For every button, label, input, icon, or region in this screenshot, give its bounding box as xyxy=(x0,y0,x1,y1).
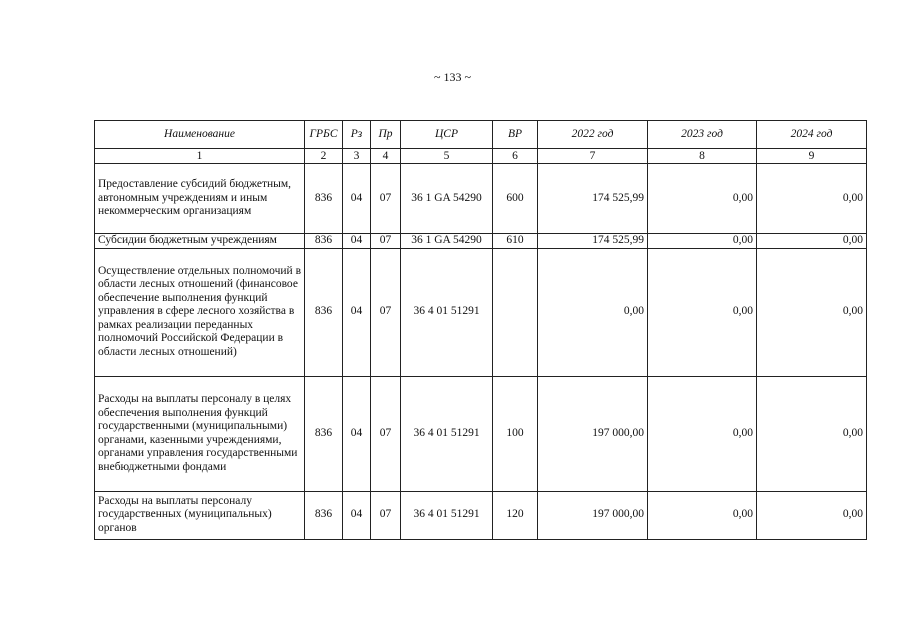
row-csr: 36 1 GA 54290 xyxy=(401,234,493,249)
header-csr: ЦСР xyxy=(401,121,493,149)
header-rz: Рз xyxy=(343,121,371,149)
table-row xyxy=(95,248,867,376)
page-number: ~ 133 ~ xyxy=(434,70,471,84)
table-row xyxy=(95,491,867,539)
row-2024: 0,00 xyxy=(757,376,867,491)
row-rz: 04 xyxy=(343,376,371,491)
row-2022: 197 000,00 xyxy=(538,376,648,491)
row-name: Субсидии бюджетным учреждениям xyxy=(95,234,305,249)
row-vr: 100 xyxy=(493,376,538,491)
row-rz: 04 xyxy=(343,491,371,539)
column-number: 8 xyxy=(648,149,757,164)
header-grbs: ГРБС xyxy=(305,121,343,149)
row-vr: 600 xyxy=(493,164,538,234)
column-number-row xyxy=(95,149,867,164)
row-2023: 0,00 xyxy=(648,164,757,234)
row-grbs: 836 xyxy=(305,164,343,234)
row-2024: 0,00 xyxy=(757,164,867,234)
row-csr: 36 4 01 51291 xyxy=(401,491,493,539)
row-2023: 0,00 xyxy=(648,376,757,491)
row-csr: 36 4 01 51291 xyxy=(401,376,493,491)
row-grbs: 836 xyxy=(305,376,343,491)
row-grbs: 836 xyxy=(305,248,343,376)
column-number: 1 xyxy=(95,149,305,164)
row-pr: 07 xyxy=(371,164,401,234)
column-number: 2 xyxy=(305,149,343,164)
row-name: Осуществление отдельных полномочий в области лесных отношений (финансовое обеспечение выполнения функций управления в сфере лесного хозяйства в рамках реализации переданных полномочий Российской Федерации в области лесных отношений) xyxy=(95,248,305,376)
row-csr: 36 4 01 51291 xyxy=(401,248,493,376)
header-2023: 2023 год xyxy=(648,121,757,149)
row-grbs: 836 xyxy=(305,491,343,539)
row-2023: 0,00 xyxy=(648,234,757,249)
row-vr: 610 xyxy=(493,234,538,249)
row-rz: 04 xyxy=(343,248,371,376)
row-2024: 0,00 xyxy=(757,234,867,249)
header-row xyxy=(95,121,867,149)
row-2022: 174 525,99 xyxy=(538,164,648,234)
row-name: Предоставление субсидий бюджетным, автономным учреждениям и иным некоммерческим организациям xyxy=(95,164,305,234)
column-number: 9 xyxy=(757,149,867,164)
row-grbs: 836 xyxy=(305,234,343,249)
row-2024: 0,00 xyxy=(757,248,867,376)
row-2022: 197 000,00 xyxy=(538,491,648,539)
header-2022: 2022 год xyxy=(538,121,648,149)
table-row xyxy=(95,164,867,234)
row-2023: 0,00 xyxy=(648,248,757,376)
row-csr: 36 1 GA 54290 xyxy=(401,164,493,234)
row-pr: 07 xyxy=(371,491,401,539)
header-2024: 2024 год xyxy=(757,121,867,149)
row-pr: 07 xyxy=(371,376,401,491)
column-number: 6 xyxy=(493,149,538,164)
row-vr: 120 xyxy=(493,491,538,539)
table-row xyxy=(95,376,867,491)
column-number: 4 xyxy=(371,149,401,164)
budget-table xyxy=(94,120,867,540)
column-number: 3 xyxy=(343,149,371,164)
row-pr: 07 xyxy=(371,234,401,249)
row-rz: 04 xyxy=(343,234,371,249)
row-2022: 174 525,99 xyxy=(538,234,648,249)
row-name: Расходы на выплаты персоналу государственных (муниципальных) органов xyxy=(95,491,305,539)
column-number: 7 xyxy=(538,149,648,164)
row-vr xyxy=(493,248,538,376)
column-number: 5 xyxy=(401,149,493,164)
row-2023: 0,00 xyxy=(648,491,757,539)
row-rz: 04 xyxy=(343,164,371,234)
row-pr: 07 xyxy=(371,248,401,376)
row-2022: 0,00 xyxy=(538,248,648,376)
header-vr: ВР xyxy=(493,121,538,149)
table-row xyxy=(95,234,867,249)
row-2024: 0,00 xyxy=(757,491,867,539)
header-pr: Пр xyxy=(371,121,401,149)
header-name: Наименование xyxy=(95,121,305,149)
row-name: Расходы на выплаты персоналу в целях обеспечения выполнения функций государственными (муниципальными) органами, казенными учреждениями, органами управления государственными внебюджетными фондами xyxy=(95,376,305,491)
